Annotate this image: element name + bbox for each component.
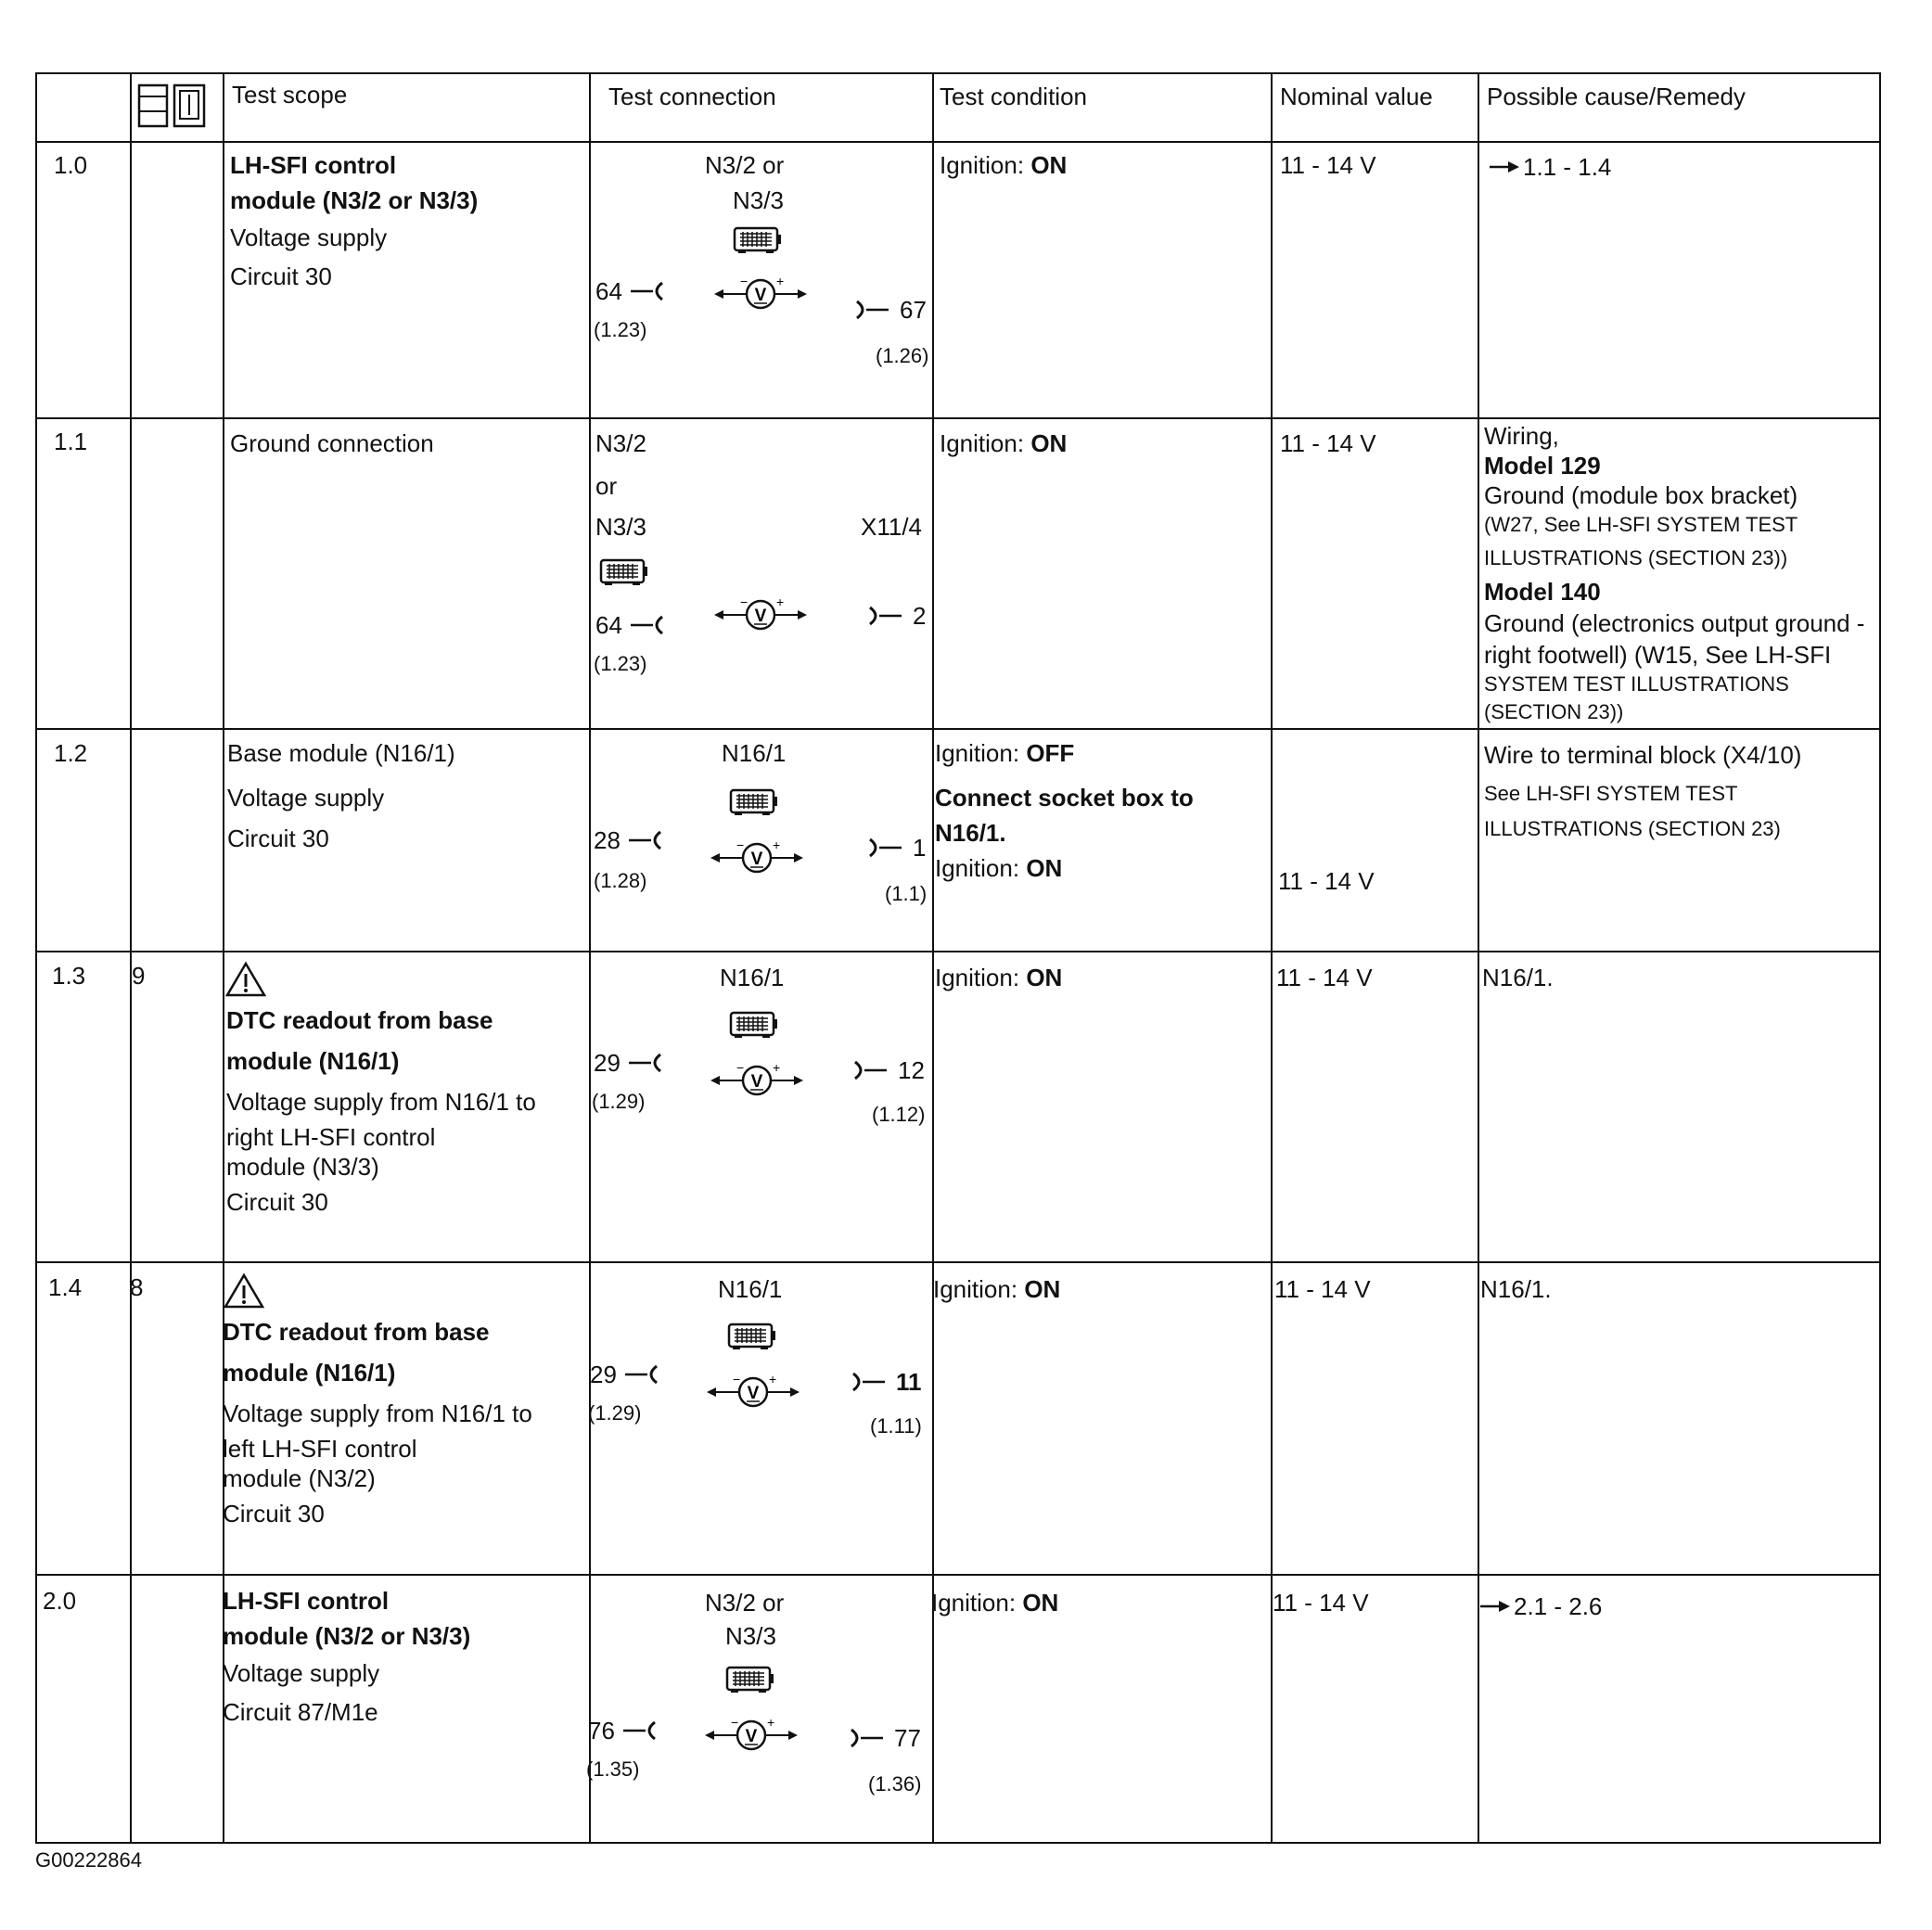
step-code: 9 xyxy=(132,962,146,990)
arrow-right-icon xyxy=(1478,1597,1512,1616)
scope-text: Voltage supply xyxy=(227,784,385,812)
condition-text: Ignition: OFF xyxy=(935,739,1075,767)
pin-left-ref: (1.35) xyxy=(586,1757,640,1781)
connection-module: N3/2 or xyxy=(705,1589,785,1617)
remedy-text: Wiring, xyxy=(1484,422,1559,450)
pin-right-ref: (1.26) xyxy=(876,344,929,367)
tester-icon xyxy=(137,83,208,128)
probe-left-icon xyxy=(629,614,666,636)
step-number: 1.4 xyxy=(48,1273,83,1301)
scope-text: Circuit 30 xyxy=(223,1500,325,1527)
probe-right-icon xyxy=(853,299,890,321)
pin-left: 28 xyxy=(594,826,621,854)
voltmeter-icon xyxy=(703,1716,800,1751)
scope-text: Circuit 30 xyxy=(226,1188,328,1216)
scope-title: DTC readout from base xyxy=(226,1006,493,1034)
voltmeter-icon xyxy=(705,1373,801,1408)
pin-right-ref: (1.11) xyxy=(870,1414,922,1438)
probe-left-icon xyxy=(627,1052,664,1074)
pin-left: 29 xyxy=(590,1361,617,1388)
step-number: 1.0 xyxy=(54,151,88,179)
condition-text: Ignition: ON xyxy=(935,854,1063,882)
pin-left: 64 xyxy=(595,611,622,639)
scope-text: module (N3/3) xyxy=(226,1153,379,1181)
connector-icon xyxy=(599,558,649,586)
figure-code: G00222864 xyxy=(35,1848,142,1872)
remedy-text: 1.1 - 1.4 xyxy=(1523,153,1612,181)
pin-right: 1 xyxy=(913,834,927,862)
header-test-condition: Test condition xyxy=(940,83,1087,110)
probe-right-icon xyxy=(848,1727,885,1749)
pin-left-ref: (1.29) xyxy=(588,1401,642,1425)
scope-title: module (N3/2 or N3/3) xyxy=(223,1622,471,1650)
nominal-value: 11 - 14 V xyxy=(1274,1275,1371,1303)
connection-module: N16/1 xyxy=(718,1275,783,1303)
probe-left-icon xyxy=(629,280,666,302)
nominal-value: 11 - 14 V xyxy=(1280,429,1376,457)
pin-right-ref: (1.12) xyxy=(872,1103,926,1126)
nominal-value: 11 - 14 V xyxy=(1280,151,1376,179)
connection-module-right: X11/4 xyxy=(861,513,923,541)
condition-instruction: N16/1. xyxy=(935,819,1006,847)
scope-text: Ground connection xyxy=(230,429,434,457)
nominal-value: 11 - 14 V xyxy=(1276,964,1373,991)
condition-text: Ignition: ON xyxy=(935,964,1063,991)
header-nominal-value: Nominal value xyxy=(1280,83,1433,110)
scope-text: Voltage supply from N16/1 to xyxy=(226,1088,536,1116)
warning-icon xyxy=(224,961,267,998)
remedy-text: ILLUSTRATIONS (SECTION 23)) xyxy=(1484,546,1788,569)
header-test-connection: Test connection xyxy=(608,83,776,110)
connection-module: N16/1 xyxy=(722,739,787,767)
remedy-text: SYSTEM TEST ILLUSTRATIONS xyxy=(1484,672,1789,696)
remedy-text: (W27, See LH-SFI SYSTEM TEST xyxy=(1484,513,1798,536)
connection-module: N3/2 xyxy=(595,429,646,457)
remedy-text: N16/1. xyxy=(1482,964,1554,991)
condition-text: Ignition: ON xyxy=(940,429,1068,457)
voltmeter-icon xyxy=(709,838,805,874)
condition-instruction: Connect socket box to xyxy=(935,784,1194,812)
scope-title: LH-SFI control xyxy=(223,1587,390,1615)
remedy-text: N16/1. xyxy=(1480,1275,1552,1303)
connection-module: N16/1 xyxy=(720,964,785,991)
pin-left-ref: (1.29) xyxy=(592,1090,646,1113)
scope-text: Circuit 30 xyxy=(227,824,329,852)
voltmeter-icon xyxy=(709,1061,805,1096)
scope-text: left LH-SFI control xyxy=(223,1435,417,1463)
scope-text: Circuit 87/M1e xyxy=(223,1698,378,1726)
remedy-text: (SECTION 23)) xyxy=(1484,700,1624,723)
pin-right-ref: (1.1) xyxy=(885,882,928,905)
remedy-text: ILLUSTRATIONS (SECTION 23) xyxy=(1484,817,1781,840)
remedy-text: Ground (electronics output ground - xyxy=(1484,609,1865,637)
connection-module: N3/2 or xyxy=(705,151,785,179)
pin-left: 64 xyxy=(595,277,622,305)
pin-right: 2 xyxy=(913,602,927,630)
connection-module: N3/3 xyxy=(595,513,646,541)
probe-right-icon xyxy=(866,837,903,859)
connection-module: N3/3 xyxy=(733,186,784,214)
nominal-value: 11 - 14 V xyxy=(1273,1589,1369,1617)
remedy-text: 2.1 - 2.6 xyxy=(1514,1592,1603,1620)
scope-text: Voltage supply from N16/1 to xyxy=(223,1400,532,1427)
pin-left: 29 xyxy=(594,1049,621,1077)
connector-icon xyxy=(729,1011,779,1039)
connector-icon xyxy=(733,226,783,254)
header-test-scope: Test scope xyxy=(232,81,348,109)
scope-text: Circuit 30 xyxy=(230,262,332,290)
scope-title: module (N3/2 or N3/3) xyxy=(230,186,479,214)
probe-right-icon xyxy=(866,605,903,627)
pin-left-ref: (1.28) xyxy=(594,869,647,892)
scope-title: DTC readout from base xyxy=(223,1318,490,1346)
step-code: 8 xyxy=(130,1273,144,1301)
condition-text: Ignition: ON xyxy=(940,151,1068,179)
pin-right: 12 xyxy=(898,1056,925,1084)
pin-left: 76 xyxy=(588,1717,615,1745)
probe-left-icon xyxy=(627,829,664,851)
scope-text: module (N3/2) xyxy=(223,1464,376,1492)
remedy-text: Wire to terminal block (X4/10) xyxy=(1484,741,1802,769)
scope-text: right LH-SFI control xyxy=(226,1123,436,1151)
pin-right: 11 xyxy=(896,1368,922,1396)
voltmeter-icon xyxy=(712,595,809,631)
remedy-model: Model 129 xyxy=(1484,452,1601,479)
connector-icon xyxy=(727,1323,777,1350)
pin-right: 67 xyxy=(900,296,927,324)
probe-left-icon xyxy=(623,1363,660,1386)
header-possible-cause: Possible cause/Remedy xyxy=(1487,83,1746,110)
test-table xyxy=(35,72,1881,1844)
arrow-right-icon xyxy=(1488,158,1521,176)
probe-right-icon xyxy=(851,1059,889,1081)
condition-text: Ignition: ON xyxy=(933,1275,1061,1303)
connector-icon xyxy=(725,1666,775,1694)
voltmeter-icon xyxy=(712,275,809,310)
probe-left-icon xyxy=(621,1719,659,1742)
nominal-value: 11 - 14 V xyxy=(1278,867,1375,895)
scope-text: Voltage supply xyxy=(223,1659,380,1687)
remedy-text: Ground (module box bracket) xyxy=(1484,481,1798,509)
probe-right-icon xyxy=(850,1371,887,1393)
pin-right: 77 xyxy=(894,1724,921,1752)
pin-left-ref: (1.23) xyxy=(594,652,647,675)
scope-title: module (N16/1) xyxy=(226,1047,400,1075)
remedy-model: Model 140 xyxy=(1484,578,1601,606)
step-number: 1.2 xyxy=(54,739,88,767)
scope-text: Base module (N16/1) xyxy=(227,739,455,767)
pin-right-ref: (1.36) xyxy=(868,1772,922,1796)
warning-icon xyxy=(223,1272,265,1310)
connector-icon xyxy=(729,788,779,816)
pin-left-ref: (1.23) xyxy=(594,318,647,341)
scope-title: module (N16/1) xyxy=(223,1359,396,1387)
condition-text: Ignition: ON xyxy=(931,1589,1059,1617)
scope-title: LH-SFI control xyxy=(230,151,397,179)
step-number: 1.1 xyxy=(54,428,88,455)
remedy-text: See LH-SFI SYSTEM TEST xyxy=(1484,782,1738,805)
remedy-text: right footwell) (W15, See LH-SFI xyxy=(1484,641,1832,669)
step-number: 2.0 xyxy=(43,1587,77,1615)
scope-text: Voltage supply xyxy=(230,224,388,251)
step-number: 1.3 xyxy=(52,962,86,990)
connection-module: or xyxy=(595,472,618,500)
connection-module: N3/3 xyxy=(725,1622,776,1650)
